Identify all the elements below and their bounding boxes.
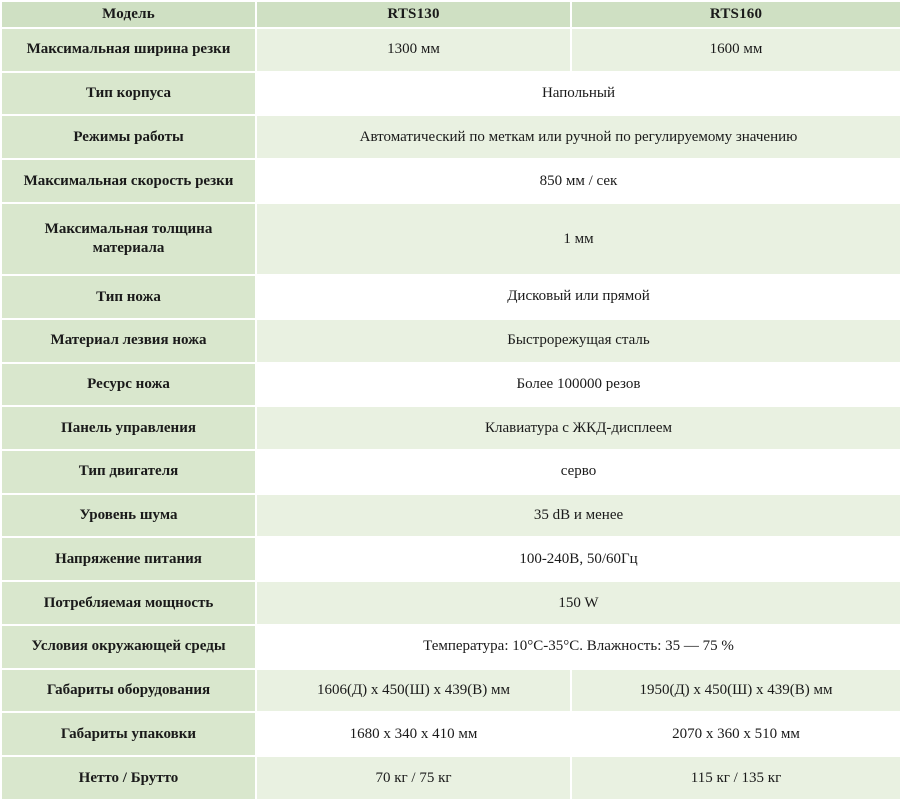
table-row [1, 669, 900, 713]
row-label: Максимальная ширина резки [1, 28, 256, 72]
table-header [1, 1, 900, 28]
row-value-shared: 35 dB и менее [256, 494, 900, 538]
row-value-shared: Автоматический по меткам или ручной по регулируемому значению [256, 115, 900, 159]
row-value-rts160: 115 кг / 135 кг [571, 756, 900, 800]
table-row [1, 115, 900, 159]
row-value-shared: 100-240В, 50/60Гц [256, 537, 900, 581]
row-label: Уровень шума [1, 494, 256, 538]
row-value-rts160: 1600 мм [571, 28, 900, 72]
row-value-shared: Клавиатура с ЖКД-дисплеем [256, 406, 900, 450]
table-row [1, 363, 900, 407]
row-label: Напряжение питания [1, 537, 256, 581]
row-value-rts160: 2070 x 360 x 510 мм [571, 712, 900, 756]
table-row [1, 406, 900, 450]
table-row [1, 537, 900, 581]
table-header-row [1, 1, 900, 28]
row-value-shared: Быстрорежущая сталь [256, 319, 900, 363]
row-label: Максимальная толщина материала [1, 203, 256, 275]
header-model-rts160: RTS160 [571, 1, 900, 28]
row-label: Потребляемая мощность [1, 581, 256, 625]
row-value-shared: серво [256, 450, 900, 494]
row-label: Ресурс ножа [1, 363, 256, 407]
table-row [1, 494, 900, 538]
row-label: Нетто / Брутто [1, 756, 256, 800]
row-label: Тип корпуса [1, 72, 256, 116]
row-value-rts130: 1680 x 340 x 410 мм [256, 712, 571, 756]
row-value-rts130: 1300 мм [256, 28, 571, 72]
table-row [1, 756, 900, 800]
table-row [1, 203, 900, 275]
row-value-shared: Дисковый или прямой [256, 275, 900, 319]
row-value-rts130: 1606(Д) x 450(Ш) x 439(В) мм [256, 669, 571, 713]
table-body [1, 28, 900, 800]
header-model-rts130: RTS130 [256, 1, 571, 28]
table-row [1, 275, 900, 319]
table-row [1, 625, 900, 669]
row-value-shared: Более 100000 резов [256, 363, 900, 407]
table-row [1, 159, 900, 203]
row-label: Панель управления [1, 406, 256, 450]
row-value-shared: 850 мм / сек [256, 159, 900, 203]
table-row [1, 319, 900, 363]
table-row [1, 712, 900, 756]
row-label: Тип ножа [1, 275, 256, 319]
row-label: Максимальная скорость резки [1, 159, 256, 203]
table-row [1, 72, 900, 116]
row-value-shared: Температура: 10°С-35°С. Влажность: 35 — 75 % [256, 625, 900, 669]
table-row [1, 581, 900, 625]
row-label: Габариты оборудования [1, 669, 256, 713]
row-label: Материал лезвия ножа [1, 319, 256, 363]
row-value-shared: 1 мм [256, 203, 900, 275]
row-value-shared: 150 W [256, 581, 900, 625]
table-row [1, 450, 900, 494]
row-label: Режимы работы [1, 115, 256, 159]
row-label: Тип двигателя [1, 450, 256, 494]
table-row [1, 28, 900, 72]
row-value-rts160: 1950(Д) x 450(Ш) x 439(В) мм [571, 669, 900, 713]
row-value-rts130: 70 кг / 75 кг [256, 756, 571, 800]
row-label: Габариты упаковки [1, 712, 256, 756]
header-label-cell: Модель [1, 1, 256, 28]
row-value-shared: Напольный [256, 72, 900, 116]
row-label: Условия окружающей среды [1, 625, 256, 669]
